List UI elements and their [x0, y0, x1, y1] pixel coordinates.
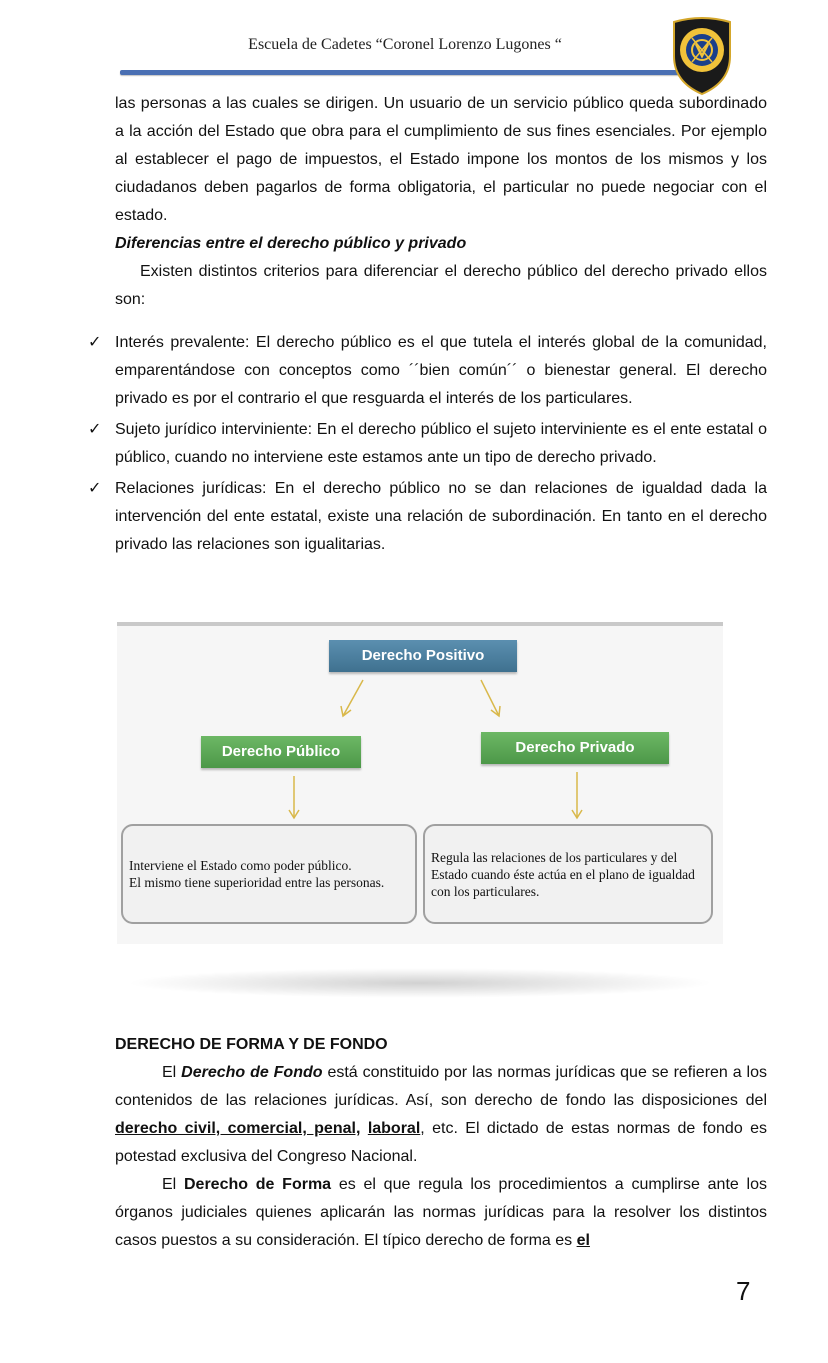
- fondo-mid: está constituido por las normas jurídicas que se refieren a los contenidos de las relaciones jurídicas. Así, son derecho de fondo las disposiciones del: [115, 1064, 767, 1109]
- paragraph-fondo: [115, 1059, 767, 1171]
- paragraph-forma: [115, 1171, 767, 1255]
- section-heading: DERECHO DE FORMA Y DE FONDO: [115, 1036, 388, 1053]
- description-publico-line1: Interviene el Estado como poder público.: [129, 858, 352, 873]
- criteria-text: Relaciones jurídicas: En el derecho público no se dan relaciones de igualdad dada la intervención del ente estatal, existe una relación de subordinación. En tanto en el derecho privado las relaciones son igualitarias.: [115, 480, 767, 553]
- fondo-pre: El: [162, 1064, 182, 1081]
- criteria-item: [88, 416, 767, 472]
- node-derecho-publico: Derecho Público: [201, 736, 361, 768]
- paragraph-continuation: las personas a las cuales se dirigen. Un usuario de un servicio público queda subordinado a la acción del Estado que obra para el cumplimiento de sus fines esenciales. Por ejemplo al establecer el pago de impuestos, el Estado impone los montos de los mismos y los ciudadanos deben pagarlos de forma obligatoria, el particular no puede negociar con el estado.: [115, 95, 767, 224]
- term-derecho-de-fondo: Derecho de Fondo: [181, 1064, 323, 1081]
- subheading: Diferencias entre el derecho público y privado: [115, 235, 467, 252]
- description-privado-text: Regula las relaciones de los particulares y del Estado cuando éste actúa en el plano de igualdad con los particulares.: [431, 849, 695, 899]
- description-privado: [423, 824, 713, 924]
- header-rule: [120, 70, 685, 75]
- section-forma-fondo: [115, 1031, 767, 1255]
- check-icon: ✓: [88, 421, 102, 438]
- diagram-shadow: [125, 968, 715, 998]
- description-publico-line2: El mismo tiene superioridad entre las personas.: [129, 875, 385, 890]
- law-classification-diagram: [117, 622, 723, 944]
- page-number: 7: [736, 1276, 751, 1306]
- fondo-post: , etc. El dictado de estas normas de fondo es potestad exclusiva del Congreso Nacional.: [115, 1120, 768, 1165]
- criteria-list: [88, 329, 767, 562]
- body-paragraph-1: [115, 90, 767, 314]
- forma-link-el[interactable]: el: [576, 1232, 590, 1249]
- criteria-item: [88, 329, 767, 413]
- header-title: Escuela de Cadetes “Coronel Lorenzo Lugones “: [248, 36, 562, 53]
- criteria-text: Sujeto jurídico interviniente: En el derecho público el sujeto interviniente es el ente estatal o público, cuando no interviene este estamos ante un tipo de derecho privado.: [115, 421, 767, 466]
- fondo-link-branches[interactable]: derecho civil, comercial, penal,: [115, 1120, 361, 1137]
- intro-paragraph: Existen distintos criterios para diferenciar el derecho público del derecho privado ellos son:: [115, 263, 767, 308]
- term-derecho-de-forma: Derecho de Forma: [183, 1176, 332, 1193]
- root-node-derecho-positivo: Derecho Positivo: [329, 640, 517, 672]
- check-icon: ✓: [88, 480, 102, 497]
- forma-post: es el que regula los procedimientos a cumplirse ante los órganos judiciales quienes aplicarán las normas jurídicas para la resolver los distintos casos puestos a su consideración. El típico derecho de forma es: [115, 1176, 768, 1249]
- criteria-text: Interés prevalente: El derecho público es el que tutela el interés global de la comunidad, emparentándose con conceptos como ´´bien común´´ o bienestar general. El derecho privado es por el contrario el que resguarda el interés de los particulares.: [115, 334, 767, 407]
- forma-pre: El: [162, 1176, 184, 1193]
- school-emblem-icon: [670, 16, 734, 96]
- description-publico: [121, 824, 417, 924]
- arrow-root-right: [481, 680, 499, 716]
- node-derecho-privado: Derecho Privado: [481, 732, 669, 764]
- criteria-item: [88, 475, 767, 559]
- fondo-link-laboral[interactable]: laboral: [367, 1120, 421, 1137]
- check-icon: ✓: [88, 334, 102, 351]
- arrow-root-left: [343, 680, 363, 716]
